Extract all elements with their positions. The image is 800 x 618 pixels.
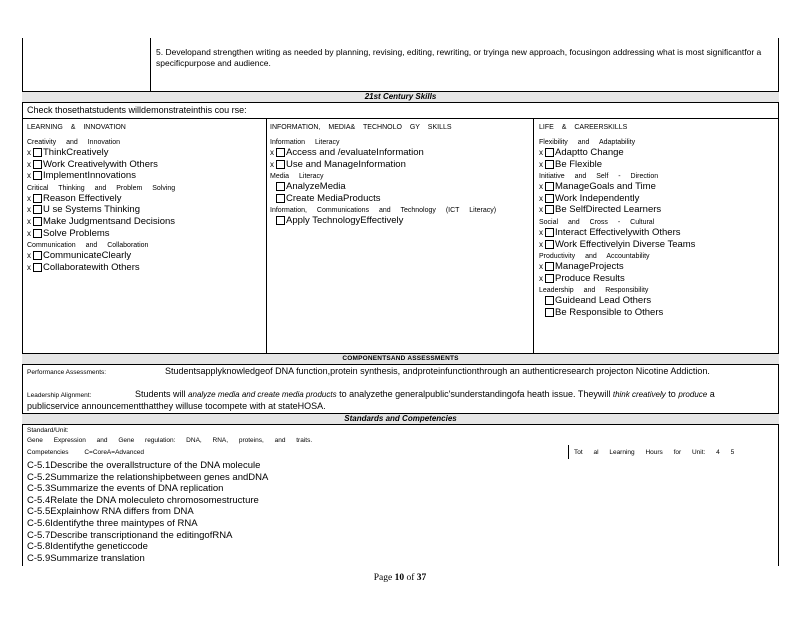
checkbox[interactable] [545,148,554,157]
skill-label: AnalyzeMedia [286,181,346,193]
checkbox[interactable] [545,308,554,317]
standard-5-text: 5. Developand strengthen writing as needed by planning, revising, editing, rewriting, or tryinga new approach, focusingon addressing what is most significantfor a specificpurpose and audience. [156,47,762,68]
skill-label: Be SelfDirected Learners [555,204,662,216]
competency-item: C-5.3Summarize the events of DNA replication [27,483,224,495]
skill-group-title: Initiative and Self - Direction [539,173,659,181]
performance-text: Studentsapplyknowledgeof DNA function,protein synthesis, andproteinfunctionthrough an authenticresearch projecton Nicotine Addiction. [165,366,710,376]
competency-item: C-5.8Identifythe geneticcode [27,541,148,553]
skill-label: ManageProjects [555,261,624,273]
skill-item [539,159,775,171]
check-mark: x [539,239,543,249]
assessments-band-title: COMPONENTSAND ASSESSMENTS [342,355,459,362]
alignment-mid: to analyzethe generalpublic'sunderstandingofa heath issue. Theywill [339,389,611,399]
checkbox[interactable] [545,240,554,249]
skill-label: Work Effectivelyin Diverse Teams [555,238,696,250]
skill-item [270,159,530,171]
skill-item [27,204,263,216]
skill-item [27,159,263,171]
checkbox[interactable] [33,229,42,238]
skill-group-title: Creativity and Innovation [27,139,121,146]
alignment-italic-2: think creatively [612,390,666,399]
checkbox[interactable] [33,148,42,157]
skill-item [270,193,530,205]
check-mark: x [27,171,31,181]
col-divider-2 [533,118,534,353]
skill-label: U se Systems Thinking [43,204,140,216]
alignment-post: a publicservice announcementthatthey willuse tocompete with at stateHOSA. [27,389,715,411]
skills-instruction: Check thosethatstudents willdemonstrateinthis cou rse: [27,105,247,115]
skill-item [539,261,775,273]
skill-item [539,204,775,216]
competency-item: C-5.5Explainhow RNA differs from DNA [27,506,194,518]
skill-item [270,147,530,159]
skill-label: Guideand Lead Others [555,295,652,307]
skill-label: ImplementInnovations [43,170,136,182]
competency-list [27,460,268,564]
col-divider-1 [266,118,267,353]
check-mark: x [539,205,543,215]
column-header: INFORMATION, MEDIA& TECHNOLO GY SKILLS [270,124,452,131]
skill-label: Reason Effectively [43,192,122,204]
skill-item [539,193,775,205]
checkbox[interactable] [545,194,554,203]
skill-item [27,228,263,240]
check-mark: x [27,251,31,261]
check-mark: x [27,193,31,203]
skill-item [539,147,775,159]
check-mark: x [27,159,31,169]
leadership-alignment [27,389,767,412]
skill-label: Solve Problems [43,227,110,239]
standard-unit-label: Standard/Unit: [27,427,69,434]
skill-group-title: Communication and Collaboration [27,242,149,250]
competency-item: C-5.2Summarize the relationshipbetween genes andDNA [27,471,269,483]
checkbox[interactable] [276,194,285,203]
checkbox[interactable] [33,217,42,226]
skill-item [270,181,530,193]
page-label: Page [373,573,393,583]
skill-label: ManageGoals and Time [555,181,656,193]
checkbox[interactable] [276,148,285,157]
checkbox[interactable] [545,160,554,169]
skill-group-title: Productivity and Accountability [539,253,650,261]
checkbox[interactable] [545,296,554,305]
information-media-column [270,124,530,227]
check-mark: x [27,216,31,226]
competency-item: C-5.4Relate the DNA moleculeto chromosomestructure [27,494,259,506]
skills-band [22,92,779,102]
skill-label: Make Judgmentsand Decisions [43,215,176,227]
skill-label: Create MediaProducts [286,192,381,204]
skill-label: Access and /evaluateInformation [286,147,424,158]
check-mark: x [27,262,31,272]
skill-item [539,227,775,239]
skill-item [539,181,775,193]
skill-label: Be Flexible [555,158,602,170]
skill-label: Produce Results [555,272,625,284]
skill-group-title: Leadership and Responsibility [539,287,649,295]
check-mark: x [27,228,31,238]
page-total: 37 [416,573,427,583]
competency-item: C-5.9Summarize translation [27,552,145,564]
check-mark: x [539,262,543,272]
alignment-to: to [668,389,676,399]
hours-divider [568,445,569,459]
skill-item [27,262,263,274]
skill-label: CommunicateClearly [43,250,132,262]
total-hours: Tot al Learning Hours for Unit: 4 5 [574,449,735,456]
competency-item: C-5.1Describe the overallstructure of the DNA molecule [27,460,261,471]
skill-item [539,239,775,251]
check-mark: x [27,148,31,157]
life-career-column [539,124,775,319]
skill-group-title: Media Literacy [270,173,324,181]
check-mark: x [539,227,543,237]
skill-item [539,295,775,307]
skill-label: Adaptto Change [555,147,624,158]
skill-group-title: Flexibility and Adaptability [539,139,636,146]
check-mark: x [539,193,543,203]
checkbox[interactable] [33,171,42,180]
checkbox[interactable] [545,274,554,283]
performance-label: Performance Assessments: [27,369,107,376]
checkbox[interactable] [545,262,554,271]
skill-group-title: Information, Communications and Technology (ICT Literacy) [270,207,497,215]
alignment-pre: Students will [135,389,186,399]
checkbox[interactable] [276,182,285,191]
checkbox[interactable] [276,160,285,169]
skill-item [270,215,530,227]
of-label: of [406,573,415,583]
skill-item [27,216,263,228]
alignment-label: Leadership Alignment: [27,392,92,399]
skill-item [539,307,775,319]
skill-label: Be Responsible to Others [555,306,664,318]
skill-label: Use and ManageInformation [286,158,406,170]
standards-band-title: Standards and Competencies [344,414,457,423]
skill-label: Apply TechnologyEffectively [286,215,404,227]
skill-group-title: Social and Cross - Cultural [539,218,655,226]
skill-item [27,250,263,262]
skill-label: Work Independently [555,192,640,204]
page-number: 10 [394,573,405,583]
check-mark: x [27,205,31,215]
performance-assessment [27,366,767,377]
checkbox[interactable] [276,216,285,225]
competencies-label: Competencies C=CoreA=Advanced [27,449,144,456]
line [22,102,779,103]
alignment-italic-1: analyze media and create media products [188,390,337,399]
skill-item [27,193,263,205]
skill-group-title: Information Literacy [270,139,340,146]
skills-band-title: 21st Century Skills [364,92,437,101]
standard-unit-value: Gene Expression and Gene regulation: DNA, RNA, proteins, and traits. [27,437,313,444]
column-header: LEARNING & INNOVATION [27,124,126,131]
skill-label: ThinkCreatively [43,147,109,158]
learning-innovation-column [27,124,263,273]
skill-label: Collaboratewith Others [43,261,140,273]
skill-item [27,170,263,182]
checkbox[interactable] [33,205,42,214]
line [22,424,779,425]
checkbox[interactable] [33,160,42,169]
competency-item: C-5.7Describe transcriptionand the editingofRNA [27,529,233,541]
check-mark: x [270,159,274,169]
check-mark: x [539,182,543,192]
standards-band [22,414,779,424]
line [22,118,779,119]
skill-label: Interact Effectivelywith Others [555,226,681,238]
competency-item: C-5.6Identifythe three maintypes of RNA [27,517,198,529]
checkbox[interactable] [545,182,554,191]
alignment-italic-3: produce [678,390,708,399]
skill-label: Work Creativelywith Others [43,158,158,170]
checkbox[interactable] [33,251,42,260]
check-mark: x [539,273,543,283]
check-mark: x [539,159,543,169]
checkbox[interactable] [545,205,554,214]
checkbox[interactable] [33,263,42,272]
skill-item [539,273,775,285]
checkbox[interactable] [545,228,554,237]
check-mark: x [539,148,543,157]
skill-item [27,147,263,159]
checkbox[interactable] [33,194,42,203]
skill-group-title: Critical Thinking and Problem Solving [27,184,176,192]
top-inner-divider [150,38,151,91]
check-mark: x [270,148,274,157]
assessments-band [22,354,779,364]
line [22,364,779,365]
column-header: LIFE & CAREERSKILLS [539,124,628,131]
page-footer [0,573,800,583]
